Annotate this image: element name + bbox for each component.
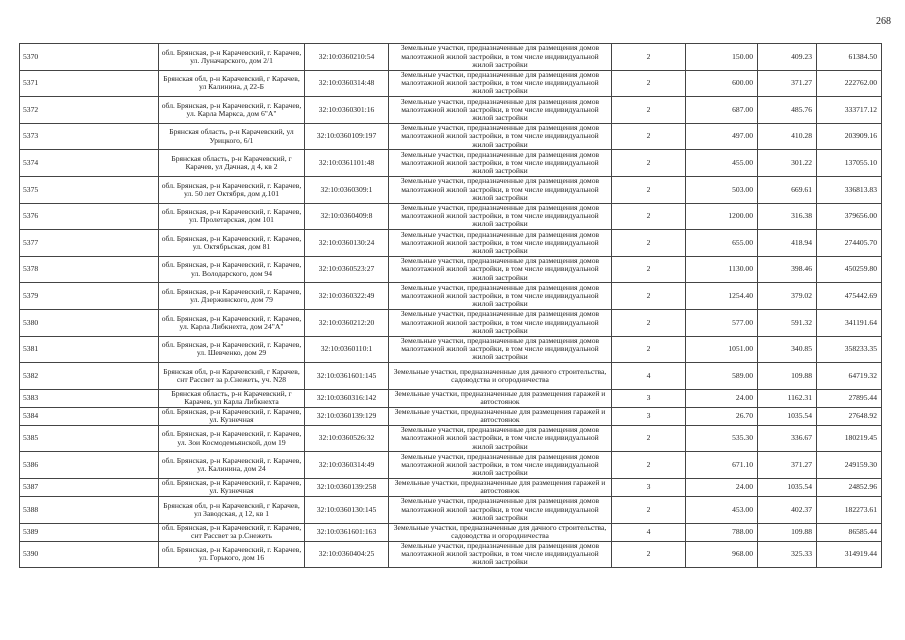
row-number-cell: 5370: [20, 44, 159, 71]
cadastral-number-cell: 32:10:0360322:49: [305, 283, 389, 310]
table-row: [20, 230, 882, 257]
row-number-cell: 5376: [20, 203, 159, 230]
area-cell: 150.00: [686, 44, 758, 71]
area-cell: 453.00: [686, 496, 758, 523]
cadastral-value-cell: 336813.83: [817, 176, 882, 203]
table-row: [20, 97, 882, 124]
address-cell: обл. Брянская, р-н Карачевский, г. Карачев, ул. Кузнечная: [159, 407, 305, 425]
cadastral-number-cell: 32:10:0360110:1: [305, 336, 389, 363]
land-use-cell: Земельные участки, предназначенные для размещения домов малоэтажной жилой застройки, в том числе индивидуальной жилой застройки: [389, 283, 612, 310]
specific-value-cell: 1035.54: [758, 478, 817, 496]
cadastral-value-cell: 27895.44: [817, 389, 882, 407]
land-use-cell: Земельные участки, предназначенные для размещения гаражей и автостоянок: [389, 407, 612, 425]
specific-value-cell: 325.33: [758, 541, 817, 568]
table-row: [20, 309, 882, 336]
table-row: [20, 407, 882, 425]
specific-value-cell: 379.02: [758, 283, 817, 310]
land-use-cell: Земельные участки, предназначенные для размещения домов малоэтажной жилой застройки, в том числе индивидуальной жилой застройки: [389, 452, 612, 479]
use-group-cell: 3: [612, 407, 686, 425]
address-cell: обл. Брянская, р-н Карачевский, г. Карачев, ул. Кузнечная: [159, 478, 305, 496]
area-cell: 503.00: [686, 176, 758, 203]
specific-value-cell: 418.94: [758, 230, 817, 257]
land-use-cell: Земельные участки, предназначенные для размещения домов малоэтажной жилой застройки, в том числе индивидуальной жилой застройки: [389, 336, 612, 363]
land-use-cell: Земельные участки, предназначенные для размещения домов малоэтажной жилой застройки, в том числе индивидуальной жилой застройки: [389, 150, 612, 177]
specific-value-cell: 301.22: [758, 150, 817, 177]
table-row: [20, 336, 882, 363]
table-row: [20, 203, 882, 230]
cadastral-value-cell: 61384.50: [817, 44, 882, 71]
address-cell: обл. Брянская, р-н Карачевский, г. Карачев, ул. Карла Маркса, дом 6"А": [159, 97, 305, 124]
row-number-cell: 5374: [20, 150, 159, 177]
cadastral-number-cell: 32:10:0360139:258: [305, 478, 389, 496]
table-row: [20, 478, 882, 496]
area-cell: 24.00: [686, 389, 758, 407]
use-group-cell: 2: [612, 496, 686, 523]
cadastral-value-cell: 475442.69: [817, 283, 882, 310]
cadastral-value-cell: 314919.44: [817, 541, 882, 568]
use-group-cell: 2: [612, 203, 686, 230]
cadastral-number-cell: 32:10:0360404:25: [305, 541, 389, 568]
row-number-cell: 5381: [20, 336, 159, 363]
specific-value-cell: 109.88: [758, 363, 817, 390]
land-use-cell: Земельные участки, предназначенные для размещения гаражей и автостоянок: [389, 478, 612, 496]
cadastral-value-cell: 137055.10: [817, 150, 882, 177]
use-group-cell: 2: [612, 283, 686, 310]
specific-value-cell: 1162.31: [758, 389, 817, 407]
address-cell: обл. Брянская, р-н Карачевский, г. Карачев, снт Рассвет за р.Снежеть: [159, 523, 305, 541]
table-row: [20, 541, 882, 568]
address-cell: обл. Брянская, р-н Карачевский, г. Карачев, ул. 50 лет Октября, дом д.101: [159, 176, 305, 203]
address-cell: Брянская обл, р-н Карачевский, г Карачев, ул Калинина, д 22-Б: [159, 70, 305, 97]
cadastral-value-cell: 180219.45: [817, 425, 882, 452]
row-number-cell: 5378: [20, 256, 159, 283]
row-number-cell: 5372: [20, 97, 159, 124]
cadastral-value-cell: 222762.00: [817, 70, 882, 97]
specific-value-cell: 109.88: [758, 523, 817, 541]
use-group-cell: 2: [612, 452, 686, 479]
table-row: [20, 523, 882, 541]
address-cell: Брянская обл, р-н Карачевский, г Карачев, ул Заводская, д 12, кв 1: [159, 496, 305, 523]
area-cell: 497.00: [686, 123, 758, 150]
land-use-cell: Земельные участки, предназначенные для размещения домов малоэтажной жилой застройки, в том числе индивидуальной жилой застройки: [389, 309, 612, 336]
area-cell: 671.10: [686, 452, 758, 479]
table-row: [20, 496, 882, 523]
table-body: [20, 44, 882, 568]
table-row: [20, 425, 882, 452]
cadastral-number-cell: 32:10:0360526:32: [305, 425, 389, 452]
table-row: [20, 256, 882, 283]
specific-value-cell: 410.28: [758, 123, 817, 150]
specific-value-cell: 336.67: [758, 425, 817, 452]
cadastral-value-cell: 24852.96: [817, 478, 882, 496]
specific-value-cell: 591.32: [758, 309, 817, 336]
land-use-cell: Земельные участки, предназначенные для размещения домов малоэтажной жилой застройки, в том числе индивидуальной жилой застройки: [389, 425, 612, 452]
cadastral-valuation-table: [19, 43, 882, 568]
use-group-cell: 3: [612, 478, 686, 496]
table-row: [20, 44, 882, 71]
address-cell: Брянская обл, р-н Карачевский, г Карачев, снт Рассвет за р.Снежеть, уч. N28: [159, 363, 305, 390]
cadastral-number-cell: 32:10:0360309:1: [305, 176, 389, 203]
land-use-cell: Земельные участки, предназначенные для размещения гаражей и автостоянок: [389, 389, 612, 407]
area-cell: 1200.00: [686, 203, 758, 230]
row-number-cell: 5386: [20, 452, 159, 479]
cadastral-number-cell: 32:10:0360109:197: [305, 123, 389, 150]
cadastral-value-cell: 203909.16: [817, 123, 882, 150]
area-cell: 655.00: [686, 230, 758, 257]
specific-value-cell: 409.23: [758, 44, 817, 71]
cadastral-value-cell: 64719.32: [817, 363, 882, 390]
use-group-cell: 2: [612, 425, 686, 452]
land-use-cell: Земельные участки, предназначенные для размещения домов малоэтажной жилой застройки, в том числе индивидуальной жилой застройки: [389, 176, 612, 203]
land-use-cell: Земельные участки, предназначенные для размещения домов малоэтажной жилой застройки, в том числе индивидуальной жилой застройки: [389, 230, 612, 257]
cadastral-value-cell: 333717.12: [817, 97, 882, 124]
specific-value-cell: 402.37: [758, 496, 817, 523]
address-cell: обл. Брянская, р-н Карачевский, г. Карачев, ул. Зои Космодемьянской, дом 19: [159, 425, 305, 452]
cadastral-number-cell: 32:10:0360301:16: [305, 97, 389, 124]
table-row: [20, 283, 882, 310]
land-use-cell: Земельные участки, предназначенные для размещения домов малоэтажной жилой застройки, в том числе индивидуальной жилой застройки: [389, 123, 612, 150]
use-group-cell: 2: [612, 176, 686, 203]
cadastral-value-cell: 86585.44: [817, 523, 882, 541]
cadastral-value-cell: 379656.00: [817, 203, 882, 230]
area-cell: 589.00: [686, 363, 758, 390]
address-cell: обл. Брянская, р-н Карачевский, г. Карачев, ул. Шевченко, дом 29: [159, 336, 305, 363]
land-use-cell: Земельные участки, предназначенные для дачного строительства, садоводства и огородничества: [389, 523, 612, 541]
land-use-cell: Земельные участки, предназначенные для размещения домов малоэтажной жилой застройки, в том числе индивидуальной жилой застройки: [389, 541, 612, 568]
table-row: [20, 452, 882, 479]
table-row: [20, 363, 882, 390]
address-cell: Брянская область, р-н Карачевский, ул Урицкого, 6/1: [159, 123, 305, 150]
area-cell: 1254.40: [686, 283, 758, 310]
cadastral-number-cell: 32:10:0360139:129: [305, 407, 389, 425]
cadastral-number-cell: 32:10:0360130:24: [305, 230, 389, 257]
address-cell: обл. Брянская, р-н Карачевский, г. Карачев, ул. Октябрьская, дом 81: [159, 230, 305, 257]
land-use-cell: Земельные участки, предназначенные для размещения домов малоэтажной жилой застройки, в том числе индивидуальной жилой застройки: [389, 496, 612, 523]
specific-value-cell: 669.61: [758, 176, 817, 203]
use-group-cell: 2: [612, 44, 686, 71]
address-cell: обл. Брянская, р-н Карачевский, г. Карачев, ул. Карла Либкнехта, дом 24"А": [159, 309, 305, 336]
row-number-cell: 5377: [20, 230, 159, 257]
cadastral-value-cell: 341191.64: [817, 309, 882, 336]
row-number-cell: 5390: [20, 541, 159, 568]
land-use-cell: Земельные участки, предназначенные для размещения домов малоэтажной жилой застройки, в том числе индивидуальной жилой застройки: [389, 97, 612, 124]
row-number-cell: 5373: [20, 123, 159, 150]
page-number: 268: [876, 16, 891, 27]
specific-value-cell: 1035.54: [758, 407, 817, 425]
use-group-cell: 2: [612, 123, 686, 150]
table-row: [20, 123, 882, 150]
cadastral-number-cell: 32:10:0360523:27: [305, 256, 389, 283]
area-cell: 535.30: [686, 425, 758, 452]
address-cell: обл. Брянская, р-н Карачевский, г. Карачев, ул. Луначарского, дом 2/1: [159, 44, 305, 71]
use-group-cell: 2: [612, 256, 686, 283]
cadastral-number-cell: 32:10:0360314:49: [305, 452, 389, 479]
cadastral-number-cell: 32:10:0360316:142: [305, 389, 389, 407]
row-number-cell: 5371: [20, 70, 159, 97]
row-number-cell: 5380: [20, 309, 159, 336]
row-number-cell: 5383: [20, 389, 159, 407]
table-row: [20, 176, 882, 203]
cadastral-number-cell: 32:10:0360314:48: [305, 70, 389, 97]
use-group-cell: 2: [612, 541, 686, 568]
row-number-cell: 5388: [20, 496, 159, 523]
use-group-cell: 2: [612, 97, 686, 124]
area-cell: 788.00: [686, 523, 758, 541]
area-cell: 24.00: [686, 478, 758, 496]
address-cell: Брянская область, р-н Карачевский, г Карачев, ул Дачная, д 4, кв 2: [159, 150, 305, 177]
cadastral-number-cell: 32:10:0360409:8: [305, 203, 389, 230]
cadastral-number-cell: 32:10:0360130:145: [305, 496, 389, 523]
area-cell: 968.00: [686, 541, 758, 568]
row-number-cell: 5387: [20, 478, 159, 496]
address-cell: обл. Брянская, р-н Карачевский, г. Карачев, ул. Калинина, дом 24: [159, 452, 305, 479]
use-group-cell: 2: [612, 70, 686, 97]
area-cell: 600.00: [686, 70, 758, 97]
cadastral-number-cell: 32:10:0361601:163: [305, 523, 389, 541]
address-cell: обл. Брянская, р-н Карачевский, г. Карачев, ул. Володарского, дом 94: [159, 256, 305, 283]
use-group-cell: 2: [612, 150, 686, 177]
row-number-cell: 5375: [20, 176, 159, 203]
cadastral-value-cell: 249159.30: [817, 452, 882, 479]
row-number-cell: 5385: [20, 425, 159, 452]
row-number-cell: 5389: [20, 523, 159, 541]
area-cell: 455.00: [686, 150, 758, 177]
specific-value-cell: 398.46: [758, 256, 817, 283]
area-cell: 1051.00: [686, 336, 758, 363]
cadastral-number-cell: 32:10:0361601:145: [305, 363, 389, 390]
specific-value-cell: 340.85: [758, 336, 817, 363]
specific-value-cell: 371.27: [758, 452, 817, 479]
address-cell: обл. Брянская, р-н Карачевский, г. Карачев, ул. Пролетарская, дом 101: [159, 203, 305, 230]
specific-value-cell: 371.27: [758, 70, 817, 97]
use-group-cell: 4: [612, 363, 686, 390]
table-row: [20, 70, 882, 97]
specific-value-cell: 485.76: [758, 97, 817, 124]
cadastral-number-cell: 32:10:0360212:20: [305, 309, 389, 336]
specific-value-cell: 316.38: [758, 203, 817, 230]
use-group-cell: 2: [612, 309, 686, 336]
land-use-cell: Земельные участки, предназначенные для размещения домов малоэтажной жилой застройки, в том числе индивидуальной жилой застройки: [389, 70, 612, 97]
address-cell: Брянская область, р-н Карачевский, г Карачев, ул Карла Либкнехта: [159, 389, 305, 407]
area-cell: 687.00: [686, 97, 758, 124]
cadastral-value-cell: 182273.61: [817, 496, 882, 523]
address-cell: обл. Брянская, р-н Карачевский, г. Карачев, ул. Дзержинского, дом 79: [159, 283, 305, 310]
row-number-cell: 5379: [20, 283, 159, 310]
table-row: [20, 150, 882, 177]
cadastral-value-cell: 27648.92: [817, 407, 882, 425]
address-cell: обл. Брянская, р-н Карачевский, г. Карачев, ул. Горького, дом 16: [159, 541, 305, 568]
row-number-cell: 5384: [20, 407, 159, 425]
land-use-cell: Земельные участки, предназначенные для размещения домов малоэтажной жилой застройки, в том числе индивидуальной жилой застройки: [389, 203, 612, 230]
land-use-cell: Земельные участки, предназначенные для размещения домов малоэтажной жилой застройки, в том числе индивидуальной жилой застройки: [389, 44, 612, 71]
area-cell: 1130.00: [686, 256, 758, 283]
cadastral-number-cell: 32:10:0360210:54: [305, 44, 389, 71]
land-use-cell: Земельные участки, предназначенные для размещения домов малоэтажной жилой застройки, в том числе индивидуальной жилой застройки: [389, 256, 612, 283]
cadastral-value-cell: 274405.70: [817, 230, 882, 257]
use-group-cell: 3: [612, 389, 686, 407]
area-cell: 577.00: [686, 309, 758, 336]
use-group-cell: 4: [612, 523, 686, 541]
cadastral-value-cell: 358233.35: [817, 336, 882, 363]
use-group-cell: 2: [612, 336, 686, 363]
table-row: [20, 389, 882, 407]
use-group-cell: 2: [612, 230, 686, 257]
cadastral-value-cell: 450259.80: [817, 256, 882, 283]
row-number-cell: 5382: [20, 363, 159, 390]
land-use-cell: Земельные участки, предназначенные для дачного строительства, садоводства и огородничества: [389, 363, 612, 390]
area-cell: 26.70: [686, 407, 758, 425]
cadastral-number-cell: 32:10:0361101:48: [305, 150, 389, 177]
